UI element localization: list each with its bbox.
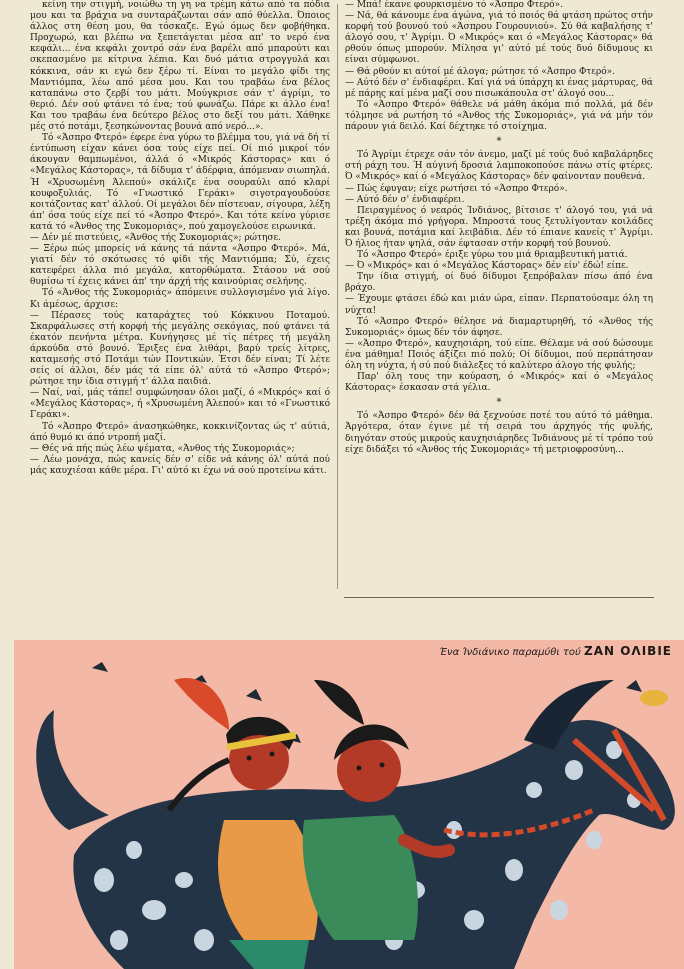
paragraph: — Ξέρω πώς μπορείς νά κάνης τά πάντα «Άσπρο Φτερό». Μά, γιατί δέν τό σκότωσες τό φίδι τής Μαντιόμπα; Σύ, έχεις κατεφέρει άλλα πιό μεγάλα, κατορθώματα. Στάσου νά σού θυμίσω τί έχεις κάνει άπ' την άρχή τής καινούριας σελήνης.: [30, 244, 330, 288]
paragraph: — Αύτό δέν σ' ένδιαφέρει. Καί γιά νά ύπάρχη κι ένας μάρτυρας, θά μέ πάρης καί μένα μαζί σου πισωκάπουλα στ' άλογό σου...: [345, 77, 653, 99]
paragraph: Τό «Άσπρο Φτερό» έφερε ένα γύρω το βλέμμα του, γιά νά δή τί έντύπωση είχαν κάνει όσα τούς είχε πεί. Οί πιό μικροί τόν άκουγαν θαμπωμένοι, άλλά ό «Μικρός Κάστορας» και ό «Μεγάλος Κάστορας», τά δίδυμα τ' άδέρφια, άπόμεναν σιωπηλά. Ή «Χρυσωμένη Άλεπού» σκάλιζε ένα σουραύλι από κλαρί κουφοξυλιάς. Τό «Γνωστικό Γεράκι» σιγοτραγουδούσε κοιτάζοντας κατ' άλλού. Οί μεγάλοι δέν πίστευαν, σίγουρα, λέξη άπ' όσα τούς είχε πεί τό «Άσπρο Φτερό». Και τότε κείνο γύρισε κατά τό «Άνθος της Συκομοριάς», πού χαμογελούσε ειρωνικά.: [30, 133, 330, 232]
paragraph: — Πέρασες τούς καταράχτες τού Κόκκινου Ποταμού. Σκαρφάλωσες στή κορφή τής μεγάλης σεκόγιας, πού φτάνει τά έκατόν πενήντα μέτρα. Κυνήγησες μέ τίς πέτρες τή μεγάλη άρκούδα στό βουνό. Έριξες ένα λιθάρι, βαρύ τρείς λίτρες, καταμεσής στό Ποτάμι τών Ποντικών. Έτσι δέν είναι; Τί λέτε σείς οί άλλοι, δέν μάς τά είπε όλ' αύτά τό «Άσπρο Φτερό»; ρώτησε την ίδια στιγμή τ' άλλα παιδιά.: [30, 310, 330, 388]
butterfly-icon: [640, 690, 668, 706]
paragraph: Τό «Άσπρο Φτερό» έριξε γύρω του μιά θριαμβευτική ματιά.: [357, 250, 628, 261]
bird-shape: [92, 662, 108, 672]
paragraph: — «Άσπρο Φτερό», καυχησιάρη, τού είπε. Θέλαμε νά σού δώσουμε ένα μάθημα! Ποιός άξίζει πιό πολύ; Οί δίδυμοι, πού περπάτησαν όλη τη νύχτα, ή σύ πού διάλεξες τό καλύτερο άλογο τής φυλής;: [345, 338, 653, 371]
paragraph: — Αύτό δέν σ' ένδιαφέρει.: [345, 194, 465, 205]
paragraph: κείνη την στιγμή, νοιώθω τη γη να τρέμη κάτω από τα πόδια μου και τα βράχια να συνταράζωνται σάν από θύελλα. Όποιος άλλος στη θέση μου, θα τόσκαζε. Εγώ όμως δεν φοβήθηκα. Προχωρώ, και βλέπω να ξεπετάγεται μέσα απ' το νερό ένα κεφάλι... ένα κεφάλι χοντρό σάν ένα βαρέλι από μπαρούτι και σκεπασμένο με κίτρινα λέπια. Και δυό μάτια στρογγυλά και κόκκινα, σάν κι εγώ δεν ξέρω τί. Είναι το μεγάλο φίδι της Μαντιόμπα, λέω από μέσα μου. Και του τραβάω ένα βέλος καταπάνω στο ζερβί του μάτι. Μούγκρισε σάν τ' άγρίμι, το θεριό. Δέν σού φτάνει τό ένα; τού φωνάζω. Πάρε κι άλλο ένα! Και του τραβάω ένα δεύτερο βέλος στο δεξί του μάτι. Χάθηκε μές στό ποτάμι, ξεσηκώνοντας βουνά από νερό...».: [30, 0, 330, 133]
riders-on-horse-drawing: [14, 640, 684, 969]
caption-prefix: Ένα Ίνδιάνικο παραμύθι τού: [439, 647, 581, 658]
paragraph: — Μπά! έκανε φουρκισμένο τό «Άσπρο Φτερό».: [345, 0, 563, 10]
paragraph: — Νά, θά κάνουμε ένα άγώνα, γιά τό ποιός θά φτάση πρώτος στήν κορφή τού βουνού τού «Άσπρου Γουρουνιού». Σύ θά καβαλήσης τ' άλογό σου, τ' Άγρίμι. Ό «Μικρός» και ό «Μεγάλος Κάστορας» θά ρθούν όπως μπορούν. Μίλησα γι' αύτό μέ τούς δυό δίδυμους κι είναι σύμφωνοι.: [345, 11, 653, 66]
paragraph: Την ίδια στιγμή, οί δυό δίδυμοι ξεπρόβαλαν πίσω άπό ένα βράχο.: [345, 272, 653, 294]
paragraph: Τό «Άσπρο Φτερό» άνασηκώθηκε, κοκκινίζοντας ώς τ' αύτιά, άπό θυμό κι άπό ντροπή μαζί.: [30, 421, 330, 443]
bird-shape: [246, 689, 262, 701]
illustration-caption: [439, 644, 672, 658]
paragraph: — Δέν μέ πιστεύεις, «Άνθος τής Συκομοριάς»; ρώτησε.: [30, 232, 282, 243]
paragraph: — Ό «Μικρός» και ό «Μεγάλος Κάστορας» δέν είν' έδώ! είπε.: [345, 261, 629, 272]
paragraph: Τό «Άσπρο Φτερό» θάθελε νά μάθη άκόμα πιό πολλά, μά δέν τόλμησε νά ρωτήση τό «Άνθος τής Συκομοριάς», γιά νά μήν τόν πάρουν γιά δειλό. Καί δέχτηκε τό στοίχημα.: [345, 99, 653, 133]
paragraph: — Πώς έφυγαν; είχε ρωτήσει τό «Άσπρο Φτερό».: [345, 183, 568, 194]
star-icon: *: [496, 397, 502, 409]
horse-tail: [36, 710, 109, 830]
paragraph: — Ναί, ναί, μάς τάπε! συμφώνησαν όλοι μαζί, ό «Μικρός» καί ό «Μεγάλος Κάστορας», ή «Χρυσωμένη Άλεπού» και τό «Γνωστικό Γεράκι».: [30, 388, 330, 421]
bird-shape: [626, 680, 642, 692]
paragraph: Τό «Άνθος τής Συκομοριάς» άπόμεινε συλλογισμένο γιά λίγο. Κι άμέσως, άρχισε:: [30, 288, 330, 310]
paragraph: Τό «Άσπρο Φτερό» δέν θά ξεχνούσε ποτέ του αύτό τό μάθημα. Άργότερα, όταν έγινε μέ τή σειρά του άρχηγός τής φυλής, διηγόταν στούς μικρούς καυχησιάρηδες Ίνδιάνους μέ τί τρόπο τού είχε διδάξει τό «Άνθος τής Συκομοριάς» τή μετριοφροσύνη...: [345, 411, 653, 455]
text-column-left: [30, 0, 330, 620]
text-column-right: [345, 0, 653, 620]
paragraph: — Έχουμε φτάσει έδώ και μιάν ώρα, είπαν. Περπατούσαμε όλη τη νύχτα!: [345, 294, 653, 316]
caption-author: ΖΑΝ ΟΛΙΒΙΕ: [584, 644, 672, 658]
paragraph: — Λέω μονάχα, πώς κανείς δέν σ' είδε νά κάνης όλ' αύτά πού μάς καυχιέσαι κάθε μέρα. Γι' αύτό κι έχω νά σού προτείνω κάτι.: [30, 454, 330, 476]
paragraph: Τό Άγρίμι έτρεχε σάν τόν άνεμο, μαζί μέ τούς δυό καβαλάρηδες στή ράχη του. Ή αύγινή δροσιά λαμποκοπούσε πάνω στίς φτέρες. Ό «Μικρός» καί ό «Μεγάλος Κάστορας» δέν φαίνονταν πουθενά.: [345, 150, 653, 183]
paragraph: Τό «Άσπρο Φτερό» θέλησε νά διαμαρτυρηθή, τό «Άνθος τής Συκομοριάς» όμως δέν τόν άφησε.: [345, 316, 653, 338]
star-icon: *: [496, 136, 502, 148]
paragraph: — Θά ρθούν κι αύτοί μέ άλογα; ρώτησε τό «Άσπρο Φτερό».: [345, 66, 616, 77]
paragraph: — Θές νά πής πώς λέω ψέματα, «Άνθος τής Συκομοριάς»;: [30, 443, 295, 454]
paragraph: Πειραγμένος ό νεαρός Ίνδιάνος, βίτσισε τ' άλογό του, γιά νά τρέξη άκόμα πιό γρήγορα. Μπροστά τους ξετυλίγονταν κοιλάδες και βουνά, ποτάμια καί λειβάδια. Δέν τό έπιανε κανείς τ' Άγρίμι. Ό ήλιος ήταν ψηλά, σάν έφτασαν στήν κορφή τού βουνού.: [345, 205, 653, 249]
story-illustration: [14, 640, 684, 969]
paragraph: Παρ' όλη τους την κούραση, ό «Μικρός» καί ό «Μεγάλος Κάστορας» έσκασαν στά γέλια.: [345, 372, 653, 394]
column-divider: [337, 4, 338, 589]
section-rule: [344, 597, 654, 598]
